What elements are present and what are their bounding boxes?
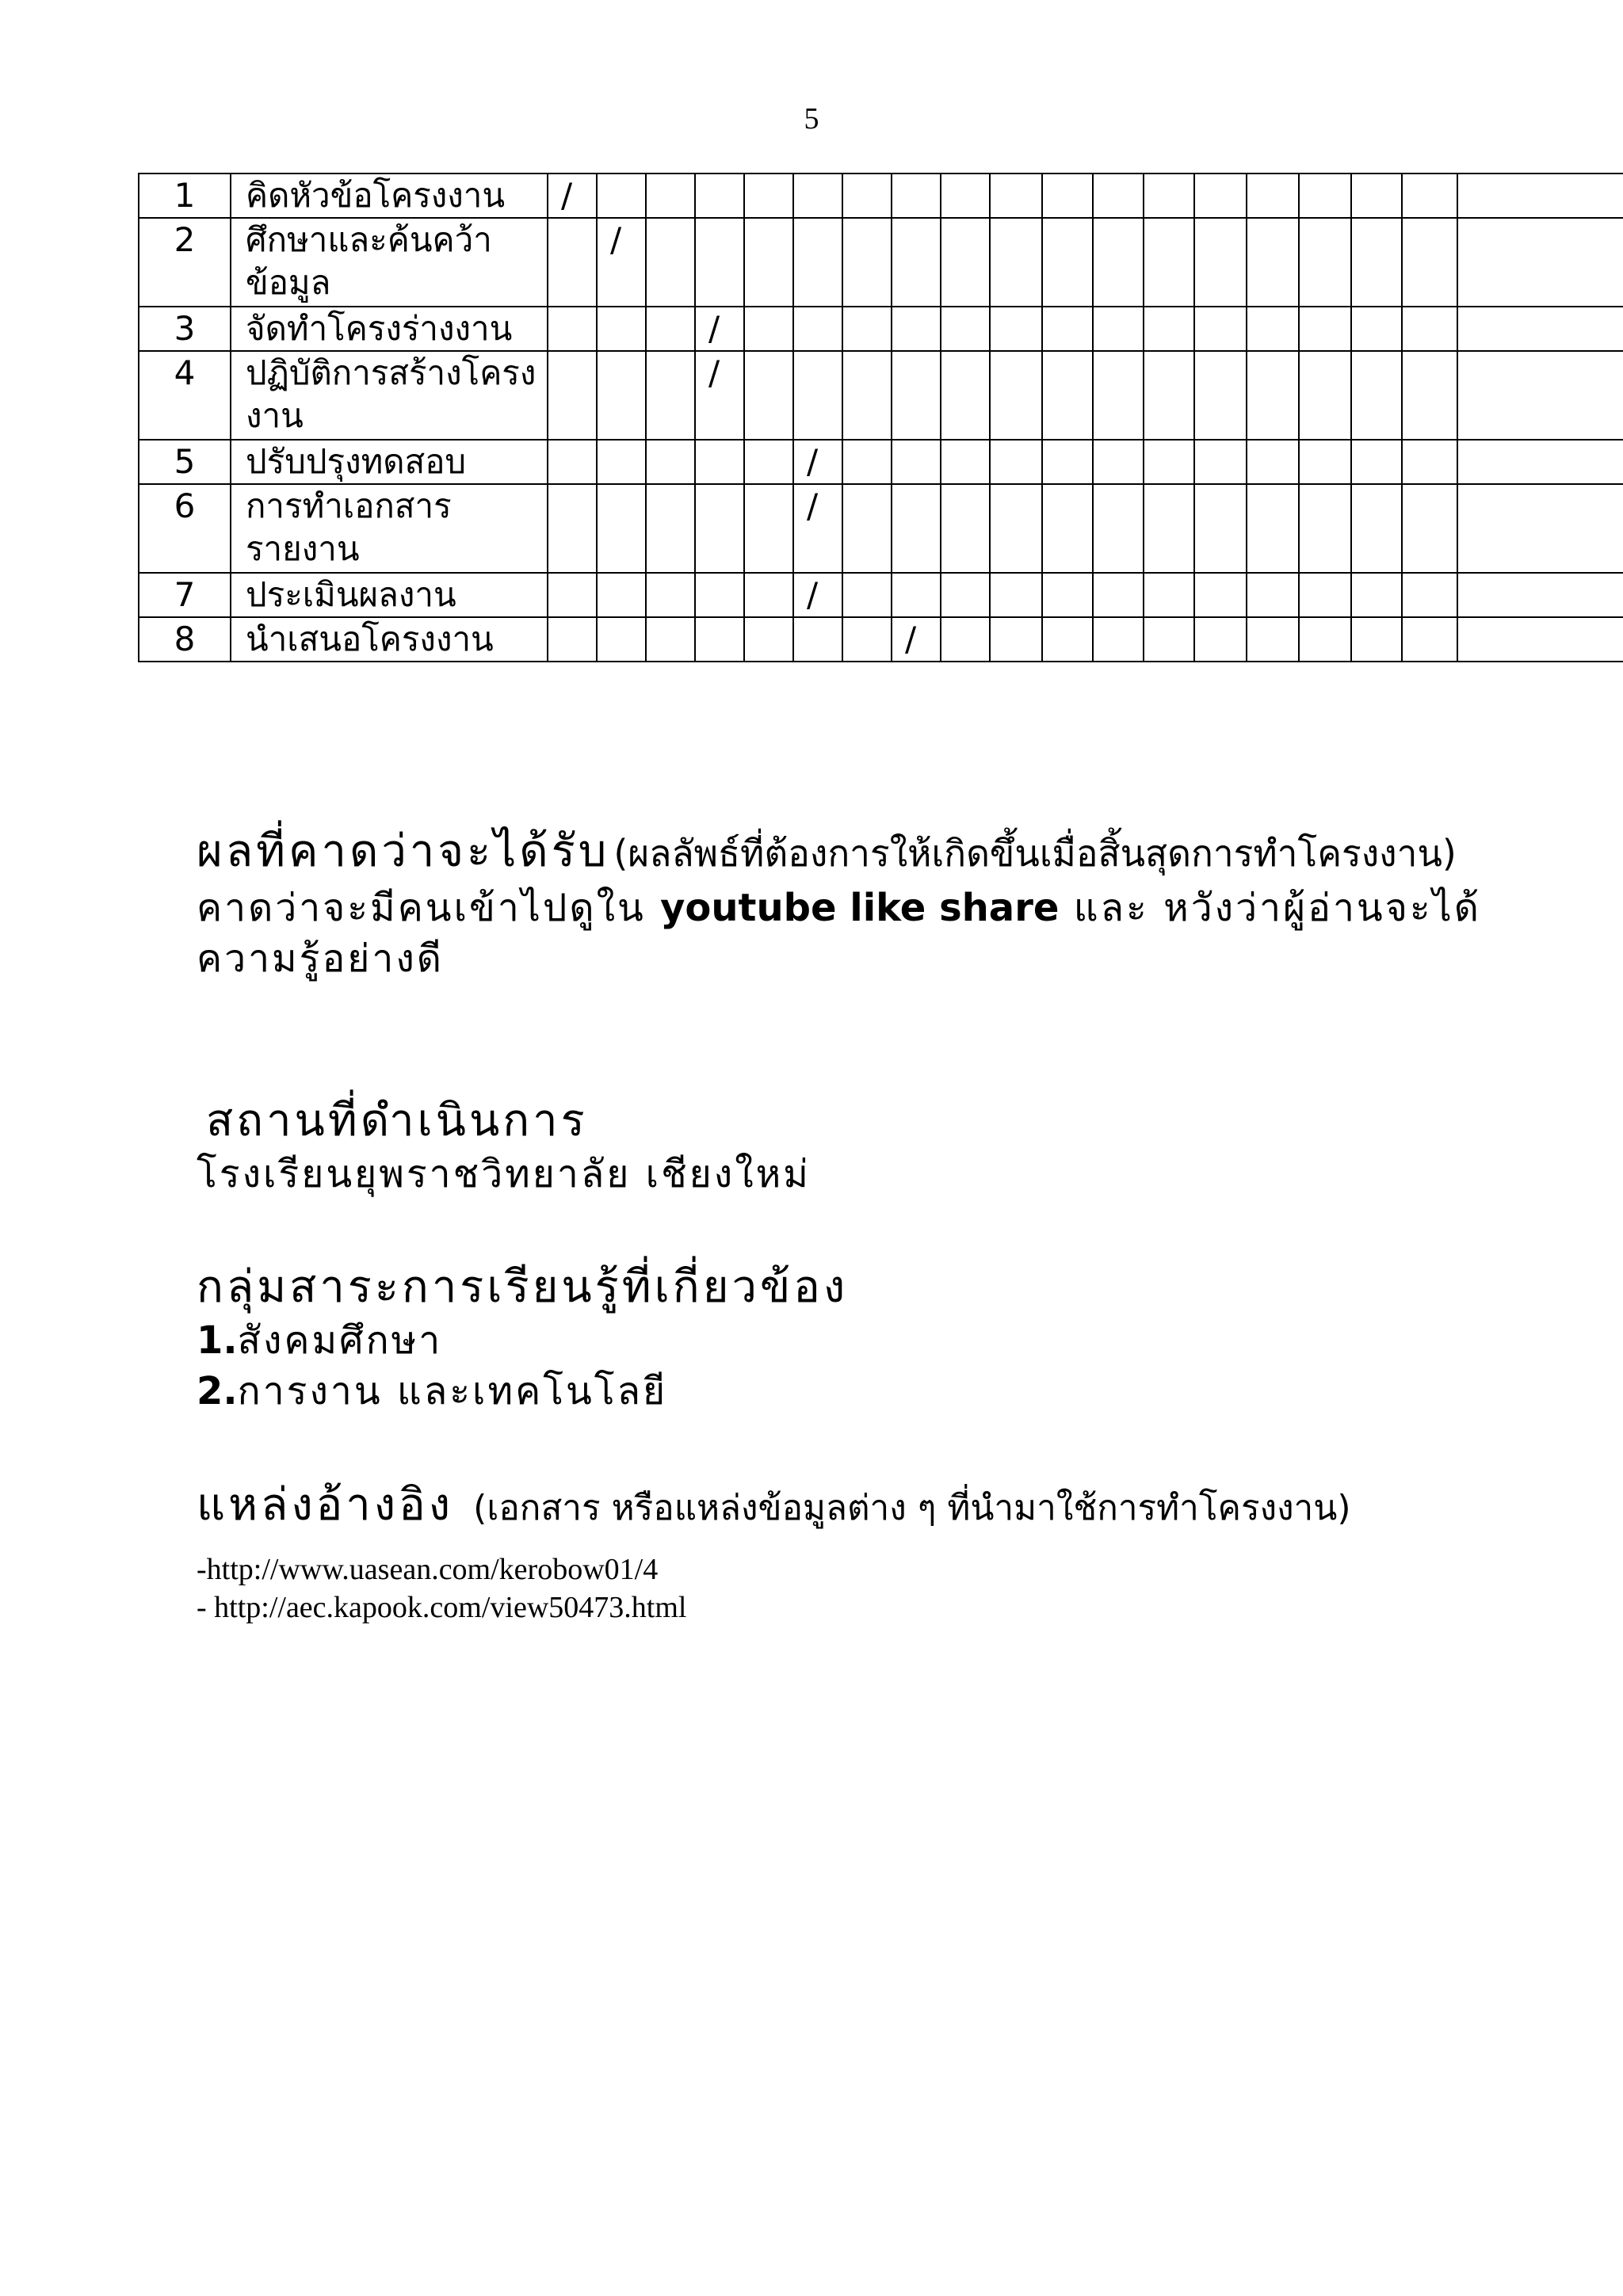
schedule-mark: /: [793, 440, 842, 484]
schedule-cell: [892, 484, 941, 573]
schedule-cell: [1144, 617, 1194, 662]
schedule-cell: [1402, 484, 1457, 573]
schedule-cell: [1247, 484, 1299, 573]
schedule-cell: [646, 440, 695, 484]
row-number: 2: [139, 218, 231, 307]
schedule-cell: [597, 617, 646, 662]
references-note: (เอกสาร หรือแหล่งข้อมูลต่าง ๆ ที่นำมาใช้การทำโครงงาน): [473, 1488, 1351, 1528]
schedule-cell: [744, 218, 793, 307]
expected-text-bold: youtube like share: [660, 886, 1060, 930]
schedule-cell: [1144, 484, 1194, 573]
schedule-cell: [1194, 573, 1247, 617]
schedule-cell: [990, 440, 1042, 484]
schedule-cell: [1247, 174, 1299, 218]
schedule-cell: [892, 307, 941, 351]
schedule-cell: [1042, 351, 1093, 440]
schedule-cell: [597, 484, 646, 573]
schedule-cell: [1351, 218, 1402, 307]
location-text: โรงเรียนยุพราชวิทยาลัย เชียงใหม่: [197, 1152, 811, 1196]
schedule-cell: [1144, 218, 1194, 307]
schedule-cell: [1093, 573, 1144, 617]
schedule-cell: [695, 218, 744, 307]
task-name: ปรับปรุงทดสอบ: [231, 440, 548, 484]
schedule-cell: [1144, 307, 1194, 351]
schedule-cell: [1194, 174, 1247, 218]
task-name: การทำเอกสารรายงาน: [231, 484, 548, 573]
expected-note: (ผลลัพธ์ที่ต้องการให้เกิดขึ้นเมื่อสิ้นสุดการทำโครงงาน): [613, 832, 1457, 875]
schedule-cell: [646, 484, 695, 573]
schedule-cell: [990, 617, 1042, 662]
schedule-cell: [842, 484, 892, 573]
schedule-cell: [941, 307, 990, 351]
schedule-cell: [990, 351, 1042, 440]
schedule-cell: [744, 573, 793, 617]
reference-link-2[interactable]: - http://aec.kapook.com/view50473.html: [197, 1591, 687, 1624]
schedule-cell: [990, 218, 1042, 307]
task-name: ปฏิบัติการสร้างโครงงาน: [231, 351, 548, 440]
schedule-cell: [1093, 440, 1144, 484]
schedule-cell: [1144, 351, 1194, 440]
expected-text: [197, 883, 1528, 984]
schedule-cell: [892, 174, 941, 218]
schedule-cell: [1194, 351, 1247, 440]
schedule-mark: /: [597, 218, 646, 307]
schedule-cell: [1144, 573, 1194, 617]
schedule-cell: [1093, 307, 1144, 351]
schedule-cell: [1093, 617, 1144, 662]
schedule-cell: [990, 484, 1042, 573]
schedule-cell: [842, 617, 892, 662]
location-heading: สถานที่ดำเนินการ: [206, 1095, 588, 1146]
schedule-cell: [941, 617, 990, 662]
schedule-cell: [990, 307, 1042, 351]
schedule-cell: [842, 307, 892, 351]
schedule-cell: [1247, 218, 1299, 307]
schedule-cell: [1299, 218, 1351, 307]
schedule-cell: [1247, 573, 1299, 617]
schedule-cell: [1093, 218, 1144, 307]
schedule-cell: [1247, 351, 1299, 440]
schedule-cell: [1247, 307, 1299, 351]
row-number: 7: [139, 573, 231, 617]
row-number: 5: [139, 440, 231, 484]
schedule-cell: [1093, 351, 1144, 440]
schedule-cell: [597, 307, 646, 351]
schedule-cell: [1457, 440, 1623, 484]
schedule-cell: [1093, 174, 1144, 218]
schedule-cell: [1457, 573, 1623, 617]
schedule-cell: [1351, 174, 1402, 218]
schedule-cell: [744, 617, 793, 662]
task-name: ศึกษาและค้นคว้าข้อมูล: [231, 218, 548, 307]
schedule-cell: [1457, 174, 1623, 218]
schedule-cell: [1194, 440, 1247, 484]
row-number: 1: [139, 174, 231, 218]
project-schedule-table: [138, 173, 1623, 662]
task-name: ประเมินผลงาน: [231, 573, 548, 617]
table-row: [139, 484, 1623, 573]
schedule-cell: [695, 617, 744, 662]
schedule-mark: /: [793, 573, 842, 617]
schedule-cell: [842, 218, 892, 307]
schedule-cell: [548, 617, 597, 662]
schedule-cell: [1299, 174, 1351, 218]
schedule-cell: [892, 218, 941, 307]
schedule-cell: [1194, 307, 1247, 351]
schedule-cell: [646, 218, 695, 307]
schedule-cell: [548, 484, 597, 573]
table-row: [139, 573, 1623, 617]
schedule-cell: [941, 484, 990, 573]
schedule-cell: [1351, 307, 1402, 351]
table-row: [139, 351, 1623, 440]
schedule-cell: [548, 307, 597, 351]
table-row: [139, 307, 1623, 351]
row-number: 8: [139, 617, 231, 662]
schedule-cell: [842, 351, 892, 440]
schedule-cell: [1351, 617, 1402, 662]
schedule-cell: [941, 573, 990, 617]
schedule-cell: [793, 174, 842, 218]
references-section: [197, 1478, 1528, 1627]
schedule-cell: [1194, 218, 1247, 307]
schedule-cell: [597, 440, 646, 484]
schedule-cell: [793, 307, 842, 351]
schedule-cell: [1402, 351, 1457, 440]
schedule-cell: [941, 440, 990, 484]
schedule-cell: [744, 440, 793, 484]
schedule-cell: [1402, 307, 1457, 351]
task-name: คิดหัวข้อโครงงาน: [231, 174, 548, 218]
schedule-cell: [1351, 573, 1402, 617]
page-number: 5: [804, 102, 819, 135]
schedule-cell: [1402, 218, 1457, 307]
schedule-cell: [1457, 218, 1623, 307]
schedule-cell: [1351, 440, 1402, 484]
schedule-cell: [1042, 440, 1093, 484]
subjects-section: [197, 1260, 1528, 1417]
subject-item-2: 2.การงาน และเทคโนโลยี: [197, 1369, 668, 1413]
schedule-cell: [1093, 484, 1144, 573]
schedule-cell: [1299, 307, 1351, 351]
schedule-cell: [1194, 617, 1247, 662]
schedule-cell: [892, 351, 941, 440]
schedule-cell: [793, 351, 842, 440]
subjects-heading: กลุ่มสาระการเรียนรู้ที่เกี่ยวข้อง: [197, 1261, 849, 1313]
schedule-cell: [1402, 174, 1457, 218]
location-section: [197, 1093, 1528, 1199]
task-name: จัดทำโครงร่างงาน: [231, 307, 548, 351]
schedule-cell: [548, 440, 597, 484]
schedule-cell: [597, 573, 646, 617]
expected-heading: ผลที่คาดว่าจะได้รับ: [197, 826, 610, 877]
schedule-cell: [1402, 617, 1457, 662]
schedule-cell: [1351, 484, 1402, 573]
reference-link-1[interactable]: -http://www.uasean.com/kerobow01/4: [197, 1553, 659, 1586]
schedule-cell: [646, 573, 695, 617]
schedule-cell: [1299, 351, 1351, 440]
schedule-cell: [646, 351, 695, 440]
schedule-cell: [695, 174, 744, 218]
schedule-cell: [548, 573, 597, 617]
schedule-cell: [597, 174, 646, 218]
schedule-cell: [842, 174, 892, 218]
expected-text-2: และ หวังว่าผู้อ่านจะได้ความรู้อย่างดี: [197, 886, 1481, 981]
table-row: [139, 440, 1623, 484]
schedule-cell: [695, 573, 744, 617]
references-heading: แหล่งอ้างอิง: [197, 1479, 454, 1531]
expected-results-section: [197, 824, 1528, 984]
schedule-cell: [1042, 174, 1093, 218]
schedule-cell: [646, 307, 695, 351]
schedule-mark: /: [695, 351, 744, 440]
table-row: [139, 174, 1623, 218]
schedule-cell: [1042, 218, 1093, 307]
row-number: 6: [139, 484, 231, 573]
schedule-cell: [990, 174, 1042, 218]
schedule-cell: [941, 174, 990, 218]
task-name: นำเสนอโครงงาน: [231, 617, 548, 662]
schedule-cell: [1457, 484, 1623, 573]
schedule-cell: [744, 351, 793, 440]
schedule-cell: [1144, 440, 1194, 484]
schedule-cell: [1042, 307, 1093, 351]
schedule-mark: /: [548, 174, 597, 218]
schedule-cell: [1299, 573, 1351, 617]
row-number: 3: [139, 307, 231, 351]
schedule-cell: [1457, 351, 1623, 440]
expected-text-1: คาดว่าจะมีคนเข้าไปดูใน: [197, 886, 646, 930]
schedule-mark: /: [892, 617, 941, 662]
schedule-cell: [744, 174, 793, 218]
schedule-cell: [1402, 440, 1457, 484]
schedule-cell: [1299, 440, 1351, 484]
schedule-cell: [1457, 307, 1623, 351]
schedule-cell: [941, 218, 990, 307]
schedule-cell: [892, 573, 941, 617]
table-row: [139, 218, 1623, 307]
schedule-cell: [1194, 484, 1247, 573]
schedule-cell: [1299, 617, 1351, 662]
schedule-cell: [646, 174, 695, 218]
schedule-cell: [892, 440, 941, 484]
schedule-cell: [1299, 484, 1351, 573]
schedule-cell: [1042, 617, 1093, 662]
schedule-mark: /: [695, 307, 744, 351]
schedule-cell: [744, 307, 793, 351]
schedule-cell: [1144, 174, 1194, 218]
schedule-cell: [695, 484, 744, 573]
schedule-cell: [842, 440, 892, 484]
table-row: [139, 617, 1623, 662]
schedule-cell: [793, 218, 842, 307]
schedule-cell: [1042, 573, 1093, 617]
schedule-cell: [646, 617, 695, 662]
row-number: 4: [139, 351, 231, 440]
schedule-cell: [1042, 484, 1093, 573]
schedule-cell: [548, 218, 597, 307]
schedule-cell: [990, 573, 1042, 617]
schedule-cell: [1402, 573, 1457, 617]
schedule-cell: [941, 351, 990, 440]
schedule-cell: [1247, 617, 1299, 662]
schedule-cell: [695, 440, 744, 484]
subject-item-1: 1.สังคมศึกษา: [197, 1318, 443, 1363]
schedule-cell: [1351, 351, 1402, 440]
schedule-mark: /: [793, 484, 842, 573]
schedule-cell: [548, 351, 597, 440]
schedule-cell: [1457, 617, 1623, 662]
schedule-cell: [842, 573, 892, 617]
schedule-cell: [793, 617, 842, 662]
schedule-cell: [744, 484, 793, 573]
schedule-cell: [1247, 440, 1299, 484]
schedule-cell: [597, 351, 646, 440]
